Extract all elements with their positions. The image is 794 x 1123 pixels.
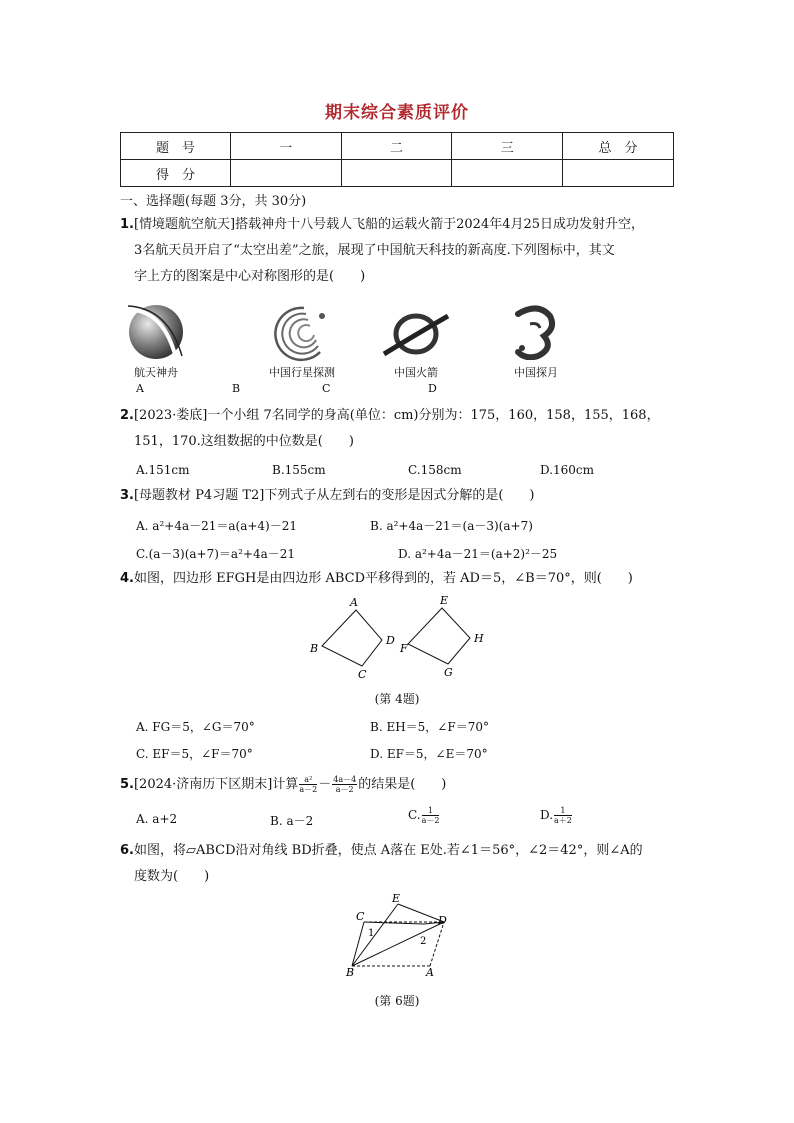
q5-option-b[interactable]: B. a－2 <box>270 814 314 828</box>
q5-text-post: 的结果是( ) <box>358 777 447 792</box>
q6-figure-caption: (第 6题) <box>374 994 420 1008</box>
q4-label-b: B <box>310 642 319 655</box>
score-table <box>120 132 674 187</box>
q5-option-a[interactable]: A. a+2 <box>136 812 178 826</box>
score-input-part2[interactable] <box>341 160 452 187</box>
q1-option-a[interactable]: A <box>136 382 144 395</box>
q5-optd-den: a＋2 <box>554 816 572 825</box>
q3-number: 3. <box>120 488 134 503</box>
q5-frac2-num: 4a－4 <box>333 775 357 784</box>
score-input-total[interactable] <box>563 160 674 187</box>
q2-option-a[interactable]: A.151cm <box>136 463 190 477</box>
q6-label-a: A <box>426 966 434 979</box>
q5-fraction-2 <box>332 775 357 794</box>
question-3 <box>120 483 680 509</box>
q6-label-e: E <box>392 892 401 905</box>
q3-line1: [母题教材 P4习题 T2]下列式子从左到右的变形是因式分解的是( ) <box>133 488 535 503</box>
score-cell-part3: 三 <box>452 133 563 160</box>
q2-option-c[interactable]: C.158cm <box>408 463 462 477</box>
question-2 <box>120 403 680 455</box>
q3-option-c[interactable]: C.(a－3)(a+7)＝a²+4a－21 <box>136 547 296 561</box>
q1-option-b[interactable]: B <box>232 382 241 395</box>
score-cell-total: 总 分 <box>563 133 674 160</box>
sphere-logo-icon <box>124 300 190 362</box>
question-6 <box>120 838 680 890</box>
q1-line1: [情境题航空航天]搭载神舟十八号载人飞船的运载火箭于2024年4月25日成功发射升空， <box>133 217 645 232</box>
score-cell-part1: 一 <box>230 133 341 160</box>
question-5 <box>120 772 680 798</box>
q2-option-b[interactable]: B.155cm <box>272 463 326 477</box>
q6-angle-2: 2 <box>420 936 427 947</box>
q1-line2: 3名航天员开启了“太空出差”之旅，展现了中国航天科技的新高度.下列图标中，其文 <box>134 243 615 258</box>
q6-label-c: C <box>356 910 365 923</box>
q6-number: 6. <box>120 843 134 858</box>
q5-frac1-num: a² <box>299 775 317 785</box>
q4-line1: 如图，四边形 EFGH是由四边形 ABCD平移得到的，若 AD＝5，∠B＝70°，则( ) <box>133 571 633 586</box>
q4-option-d[interactable]: D. EF＝5，∠E＝70° <box>370 747 488 761</box>
section-heading: 一、选择题(每题 3分，共 30分) <box>120 194 307 209</box>
q1-caption-c: 中国火箭 <box>394 366 438 379</box>
q6-label-b: B <box>346 966 355 979</box>
q1-number: 1. <box>120 217 134 232</box>
page-title: 期末综合素质评价 <box>325 103 469 123</box>
q4-label-a: A <box>350 596 358 609</box>
q4-label-f: F <box>400 642 408 655</box>
q5-frac1-den: a－2 <box>299 785 318 794</box>
q4-label-e: E <box>440 594 449 607</box>
q1-caption-d: 中国探月 <box>514 366 558 379</box>
question-4 <box>120 566 680 592</box>
q6-line2: 度数为( ) <box>134 869 210 884</box>
q2-option-d[interactable]: D.160cm <box>540 463 595 477</box>
score-table-header-row <box>121 133 674 160</box>
q1-caption-b: 中国行星探测 <box>269 366 335 379</box>
q6-fold-figure <box>338 890 458 980</box>
q2-line2: 151，170.这组数据的中位数是( ) <box>134 434 354 449</box>
q5-option-c[interactable] <box>408 806 440 825</box>
score-row-label: 得 分 <box>121 160 231 187</box>
q5-option-c-fraction <box>422 806 440 825</box>
score-table-score-row <box>121 160 674 187</box>
q5-option-d-fraction <box>554 806 572 825</box>
question-1 <box>120 212 680 290</box>
score-input-part3[interactable] <box>452 160 563 187</box>
q4-figure-caption: (第 4题) <box>374 692 420 706</box>
q2-number: 2. <box>120 408 134 423</box>
q5-option-d[interactable] <box>540 806 573 825</box>
q4-label-h: H <box>474 632 484 645</box>
q5-minus: － <box>318 777 332 792</box>
q4-label-d: D <box>386 634 395 647</box>
q4-option-a[interactable]: A. FG＝5，∠G＝70° <box>136 720 255 734</box>
score-cell-label: 题 号 <box>121 133 231 160</box>
q5-frac2-den: a－2 <box>335 785 354 794</box>
q3-option-b[interactable]: B. a²+4a－21＝(a－3)(a+7) <box>370 519 533 533</box>
q3-option-a[interactable]: A. a²+4a－21＝a(a+4)－21 <box>136 519 298 533</box>
q5-optc-num: 1 <box>422 806 440 816</box>
q5-optc-den: a－2 <box>421 816 440 825</box>
q1-option-c[interactable]: C <box>322 382 331 395</box>
q4-option-c[interactable]: C. EF＝5，∠F＝70° <box>136 747 253 761</box>
q6-line1: 如图，将▱ABCD沿对角线 BD折叠，使点 A落在 E处.若∠1＝56°，∠2＝42°，则∠A的 <box>133 843 643 858</box>
q6-angle-1: 1 <box>368 928 375 939</box>
q2-line1: [2023·娄底]一个小组 7名同学的身高(单位：cm)分别为：175，160，158，155，168， <box>133 408 660 423</box>
q5-option-c-label: C. <box>408 808 421 822</box>
moon-logo-icon <box>508 302 564 360</box>
q4-label-c: C <box>358 668 367 681</box>
q5-option-d-label: D. <box>540 808 554 822</box>
q5-number: 5. <box>120 777 134 792</box>
q4-label-g: G <box>444 666 453 679</box>
planet-rings-logo-icon <box>270 302 336 362</box>
q1-line3: 字上方的图案是中心对称图形的是( ) <box>134 269 366 284</box>
q4-option-b[interactable]: B. EH＝5，∠F＝70° <box>370 720 489 734</box>
q5-fraction-1 <box>299 775 317 794</box>
score-cell-part2: 二 <box>341 133 452 160</box>
q5-text-pre: [2024·济南历下区期末]计算 <box>133 777 299 792</box>
q3-option-d[interactable]: D. a²+4a－21＝(a+2)²－25 <box>398 547 558 561</box>
q6-label-d: D <box>438 914 447 927</box>
q4-number: 4. <box>120 571 134 586</box>
q5-optd-num: 1 <box>554 806 572 816</box>
rocket-logo-icon <box>380 308 452 360</box>
q4-quadrilateral-figure <box>300 592 500 684</box>
q1-option-d[interactable]: D <box>428 382 437 395</box>
q1-caption-a: 航天神舟 <box>134 366 178 379</box>
score-input-part1[interactable] <box>230 160 341 187</box>
